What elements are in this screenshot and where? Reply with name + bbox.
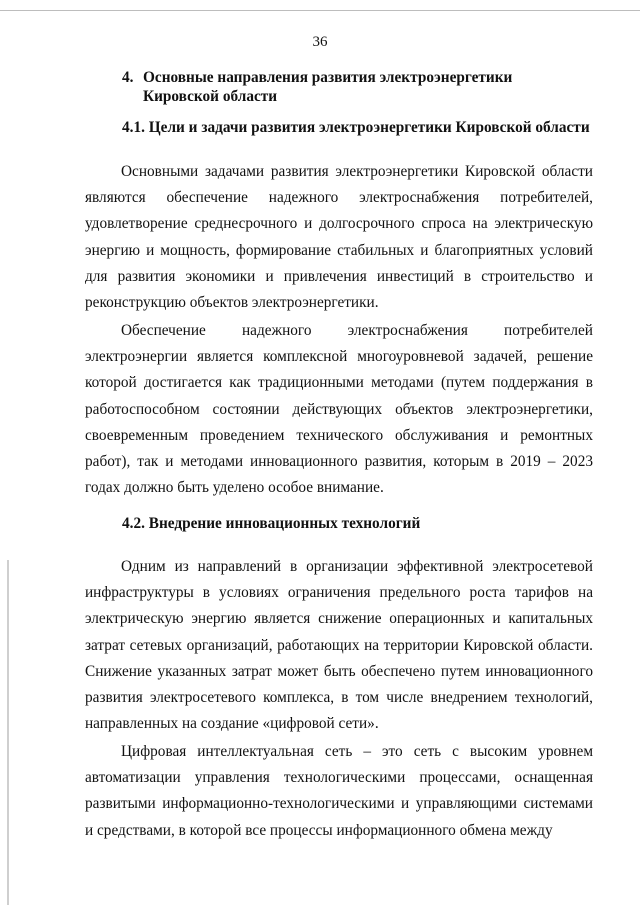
- subsection-2-heading: 4.2. Внедрение инновационных технологий: [122, 515, 421, 532]
- section-title: Основные направления развития электроэнергетики Кировской области: [143, 69, 513, 105]
- subsection-1-heading: 4.1. Цели и задачи развития электроэнергетики Кировской области: [122, 119, 590, 136]
- subsection-1-paragraph-2: Обеспечение надежного электроснабжения потребителей электроэнергии является комплексной многоуровневой задачей, решение которой достигается как традиционными методами (путем поддержания в работоспособном состоянии действующих объектов электроэнергетики, своевременным проведением технического обслуживания и ремонтных работ), так и методами инновационного развития, которым в 2019 – 2023 годах должно быть уделено особое внимание.: [85, 322, 593, 497]
- scan-left-edge: [7, 560, 9, 905]
- subsection-2-paragraph-1: Одним из направлений в организации эффективной электросетевой инфраструктуры в условиях ограничения предельного роста тарифов на электрическую энергию является снижение операционных и капитальных затрат сетевых организаций, работающих на территории Кировской области. Снижение указанных затрат может быть обеспечено путем инновационного развития электросетевого комплекса, в том числе внедрением технологий, направленных на создание «цифровой сети».: [85, 558, 593, 733]
- scan-top-edge: [0, 10, 640, 11]
- subsection-1-paragraph-1: Основными задачами развития электроэнергетики Кировской области являются обеспечение надежного электроснабжения потребителей, удовлетворение среднесрочного и долгосрочного спроса на электрическую энергию и мощность, формирование стабильных и благоприятных условий для развития экономики и привлечения инвестиций в строительство и реконструкцию объектов электроэнергетики.: [85, 163, 593, 312]
- subsection-2-paragraph-2: Цифровая интеллектуальная сеть – это сеть с высоким уровнем автоматизации управления технологическими процессами, оснащенная развитыми информационно-технологическими и управляющими системами и средствами, в которой все процессы информационного обмена между: [85, 743, 593, 839]
- page-number: 36: [312, 34, 328, 50]
- section-number: 4.: [122, 69, 134, 86]
- section-heading: [122, 68, 592, 106]
